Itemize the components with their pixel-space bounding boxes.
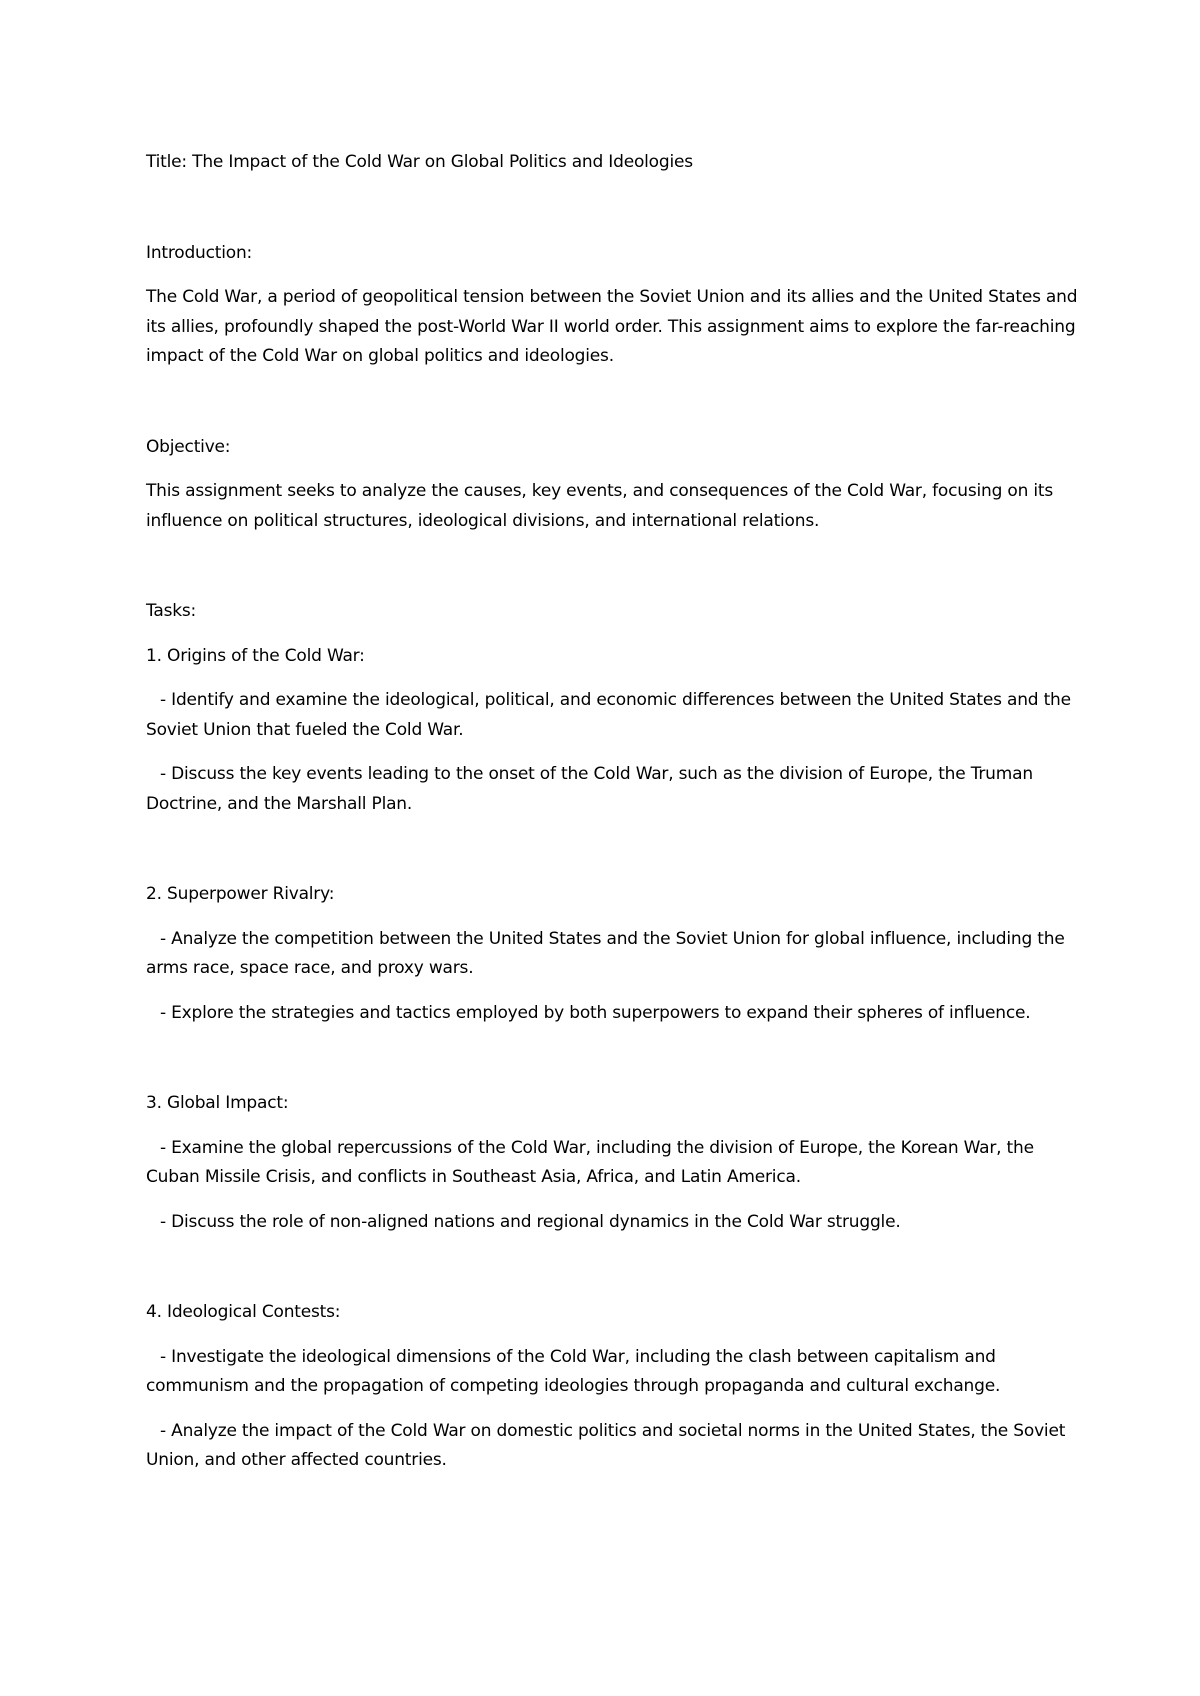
task-bullet: - Analyze the competition between the United States and the Soviet Union for global influence, including the arms race, space race, and proxy wars. <box>146 928 1065 978</box>
objective-text: This assignment seeks to analyze the causes, key events, and consequences of the Cold War, focusing on its influence on political structures, ideological divisions, and international relations. <box>146 481 1054 531</box>
task-heading: 3. Global Impact: <box>146 1093 289 1113</box>
task-heading: 2. Superpower Rivalry: <box>146 884 335 904</box>
task-bullet: - Discuss the role of non-aligned nations and regional dynamics in the Cold War struggle. <box>160 1211 901 1232</box>
task-heading: 4. Ideological Contests: <box>146 1302 341 1322</box>
introduction-heading: Introduction: <box>146 242 253 263</box>
task-bullet: - Analyze the impact of the Cold War on domestic politics and societal norms in the United States, the Soviet Union, and other affected countries. <box>146 1420 1066 1470</box>
task-heading: 1. Origins of the Cold War: <box>146 645 365 666</box>
document-title: Title: The Impact of the Cold War on Global Politics and Ideologies <box>146 152 693 172</box>
task-bullet: - Examine the global repercussions of the Cold War, including the division of Europe, the Korean War, the Cuban Missile Crisis, and conflicts in Southeast Asia, Africa, and Latin America. <box>146 1137 1034 1187</box>
task-bullet: - Investigate the ideological dimensions of the Cold War, including the clash between capitalism and communism and the propagation of competing ideologies through propaganda and cultural exchange. <box>146 1346 1001 1396</box>
task-bullet: - Identify and examine the ideological, political, and economic differences between the United States and the Soviet Union that fueled the Cold War. <box>146 690 1071 740</box>
introduction-text: The Cold War, a period of geopolitical tension between the Soviet Union and its allies and the United States and its allies, profoundly shaped the post-World War II world order. This assignment aims to explore the far-reaching impact of the Cold War on global politics and ideologies. <box>146 287 1078 366</box>
objective-heading: Objective: <box>146 436 231 457</box>
tasks-heading: Tasks: <box>146 601 197 621</box>
task-bullet: - Explore the strategies and tactics employed by both superpowers to expand their spheres of influence. <box>160 1002 1031 1023</box>
task-bullet: - Discuss the key events leading to the onset of the Cold War, such as the division of Europe, the Truman Doctrine, and the Marshall Plan. <box>146 764 1033 814</box>
